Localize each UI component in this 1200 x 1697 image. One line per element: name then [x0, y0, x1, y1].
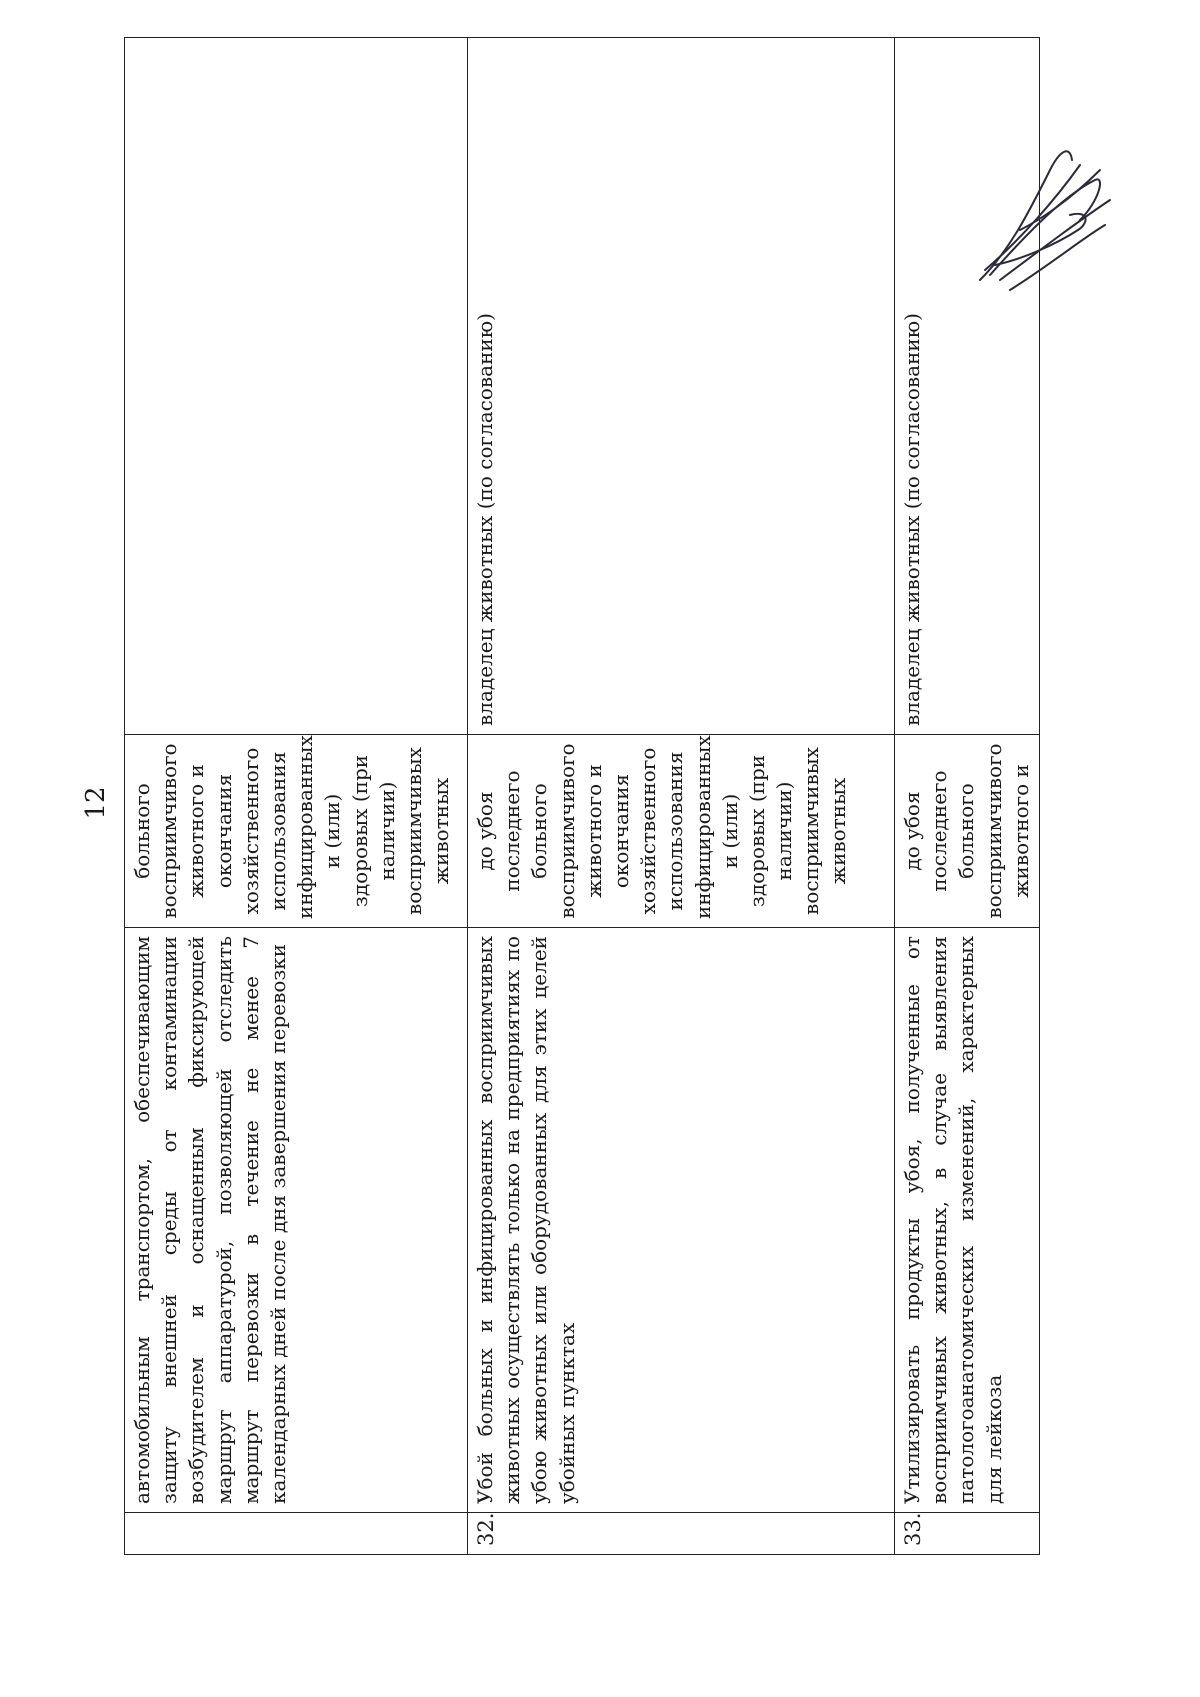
measures-table	[124, 37, 1040, 1555]
page-number: 12	[81, 786, 111, 820]
row-responsible: владелец животных (по согласованию)	[468, 38, 895, 735]
row-number: 33.	[895, 1513, 1040, 1555]
row-responsible: владелец животных (по согласованию)	[895, 38, 1040, 735]
table-row	[125, 38, 468, 1555]
row-number: 32.	[468, 1513, 895, 1555]
row-action: Утилизировать продукты убоя, полученные от восприимчивых животных, в случае выявления патологоанатомических изменений, характерных для лейкоза	[895, 928, 1040, 1513]
row-action: Убой больных и инфицированных восприимчивых животных осуществлять только на предприятиях по убою животных или оборудованных для этих целей убойных пунктах	[468, 928, 895, 1513]
row-action: автомобильным транспортом, обеспечивающим защиту внешней среды от контаминации возбудителем и оснащенным фиксирующей маршрут аппаратурой, позволяющей отследить маршрут перевозки в течение не менее 7 календарных дней после дня завершения перевозки	[125, 928, 468, 1513]
handwritten-signature	[960, 130, 1120, 300]
rotated-table-wrapper	[124, 37, 1033, 1555]
row-number	[125, 1513, 468, 1555]
row-responsible	[125, 38, 468, 735]
row-term: больного восприимчивого животного и окончания хозяйственного использования инфицированных и (или) здоровых (при наличии) восприимчивых животных	[125, 735, 468, 928]
row-term: до убоя последнего больного восприимчивого животного и	[895, 735, 1040, 928]
row-term: до убоя последнего больного восприимчивого животного и окончания хозяйственного использования инфицированных и (или) здоровых (при наличии) восприимчивых животных	[468, 735, 895, 928]
table-row	[468, 38, 895, 1555]
